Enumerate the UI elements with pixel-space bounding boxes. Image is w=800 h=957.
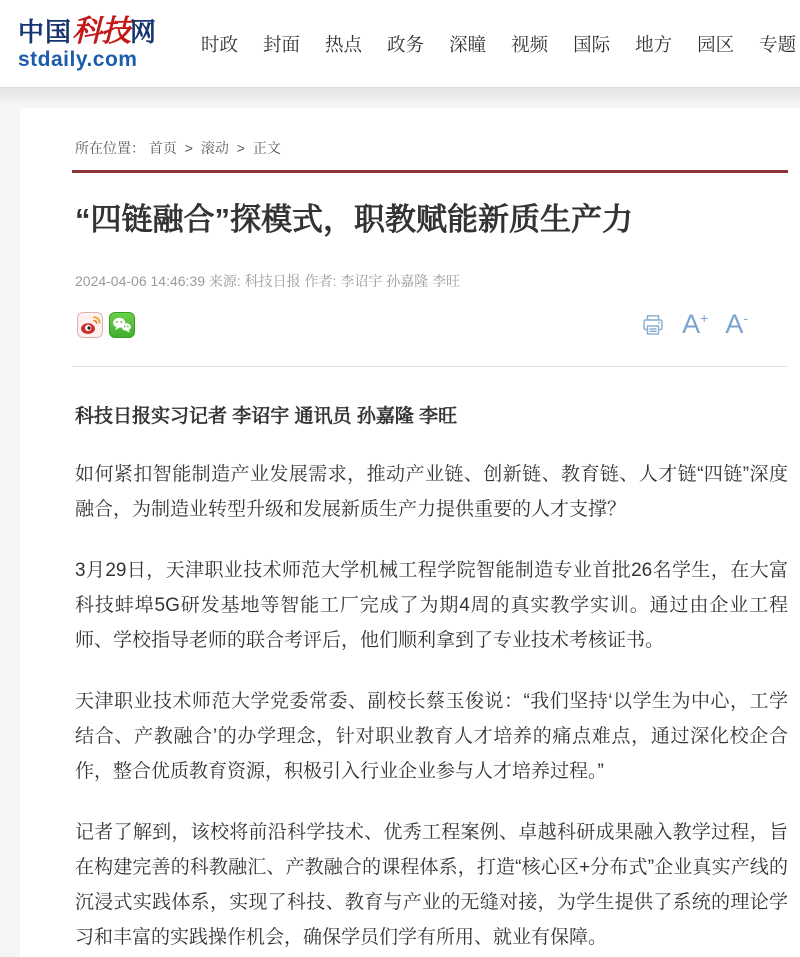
- page-title: “四链融合”探模式，职教赋能新质生产力: [75, 202, 633, 237]
- article-body: [75, 403, 788, 955]
- nav-item-difang[interactable]: 地方: [635, 33, 673, 55]
- nav-item-shizheng[interactable]: 时政: [201, 33, 239, 55]
- article-meta: 2024-04-06 14:46:39 来源: 科技日报 作者: 李诏宇 孙嘉隆 李旺: [75, 273, 461, 289]
- article-byline: 科技日报实习记者 李诏宇 通讯员 孙嘉隆 李旺: [75, 406, 458, 427]
- article-paragraph: 3月29日，天津职业技术师范大学机械工程学院智能制造专业首批26名学生，在大富科技蚌埠5G研发基地等智能工厂完成了为期4周的真实教学实训。通过由企业工程师、学校指导老师的联合考评后，他们顺利拿到了专业技术考核证书。: [75, 560, 788, 651]
- article-actions-row: [75, 311, 788, 338]
- share-group: [77, 312, 135, 338]
- header-shadow-band: [0, 87, 800, 108]
- font-larger-button[interactable]: [682, 311, 708, 338]
- actions-divider: [72, 366, 788, 367]
- font-larger-letter: A: [682, 309, 701, 339]
- site-header: [0, 0, 800, 87]
- nav-item-yuanqu[interactable]: 园区: [697, 33, 735, 55]
- main-nav: [201, 31, 796, 57]
- breadcrumb-separator: >: [236, 140, 245, 156]
- article-paragraph: 天津职业技术师范大学党委常委、副校长蔡玉俊说：“我们坚持‘以学生为中心，工学结合、产教融合’的办学理念，针对职业教育人才培养的痛点难点，通过深化校企合作，整合优质教育资源，积极引入行业企业参与人才培养过程。”: [75, 691, 788, 782]
- wechat-share-icon[interactable]: [109, 312, 135, 338]
- site-logo[interactable]: [18, 17, 168, 70]
- plus-sign: +: [700, 310, 709, 326]
- nav-item-shentong[interactable]: 深瞳: [449, 33, 487, 55]
- tools-group: [641, 311, 748, 338]
- breadcrumb-link-home[interactable]: 首页: [148, 140, 177, 156]
- site-logo-domain: stdaily.com: [18, 48, 138, 71]
- nav-item-fengmian[interactable]: 封面: [263, 33, 301, 55]
- print-icon[interactable]: [641, 313, 665, 337]
- nav-item-guoji[interactable]: 国际: [573, 33, 611, 55]
- breadcrumb-link-zhengwen[interactable]: 正文: [252, 140, 281, 156]
- article-paragraph: 记者了解到，该校将前沿科学技术、优秀工程案例、卓越科研成果融入教学过程，旨在构建完善的科教融汇、产教融合的课程体系，打造“核心区+分布式”企业真实产线的沉浸式实践体系，实现了科技、教育与产业的无缝对接，为学生提供了系统的理论学习和丰富的实践操作机会，确保学员们学有所用、就业有保障。: [75, 822, 788, 948]
- breadcrumb-separator: >: [184, 140, 193, 156]
- nav-item-zhengwu[interactable]: 政务: [387, 33, 425, 55]
- logo-text-red: 科技: [72, 15, 131, 48]
- breadcrumb: [75, 108, 788, 158]
- weibo-share-icon[interactable]: [77, 312, 103, 338]
- breadcrumb-divider-rule: [72, 170, 788, 173]
- breadcrumb-link-gundong[interactable]: 滚动: [200, 140, 229, 156]
- article-card: [20, 108, 800, 957]
- font-smaller-letter: A: [725, 309, 744, 339]
- logo-text-prefix: 中国: [18, 17, 73, 47]
- logo-text-suffix: 网: [130, 17, 158, 47]
- breadcrumb-label: 所在位置：: [75, 140, 145, 156]
- site-logo-chinese: [18, 17, 168, 47]
- font-smaller-button[interactable]: [725, 311, 748, 338]
- minus-sign: -: [743, 310, 748, 326]
- nav-item-redian[interactable]: 热点: [325, 33, 363, 55]
- nav-item-zhuanti[interactable]: 专题: [759, 33, 797, 55]
- nav-item-shipin[interactable]: 视频: [511, 33, 549, 55]
- article-paragraph: 如何紧扣智能制造产业发展需求，推动产业链、创新链、教育链、人才链“四链”深度融合，为制造业转型升级和发展新质生产力提供重要的人才支撑？: [75, 464, 788, 520]
